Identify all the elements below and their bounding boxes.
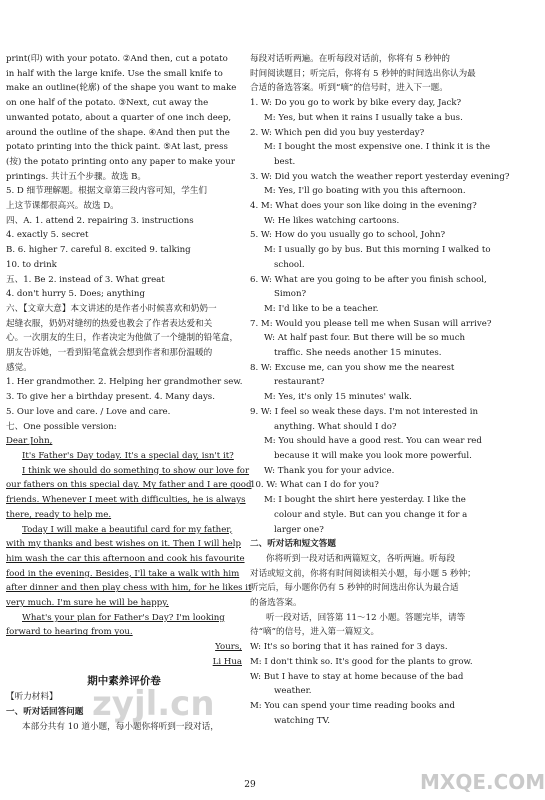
right-line: 每段对话听两遍。在听每段对话前，你将有 5 秒钟的 [250, 54, 450, 64]
left-line: 朋友告诉她，一看到铅笔盒就会想到作者和那份温暖的 [6, 348, 213, 359]
right-line: anything. What should I do? [274, 421, 397, 432]
right-line: M: You should have a good rest. You can wear red [264, 436, 482, 447]
left-line: very much. I'm sure he will be happy. [6, 598, 169, 609]
left-line: It's Father's Day today. It's a special day, isn't it? [22, 450, 234, 461]
right-line: M: I'd like to be a teacher. [264, 303, 379, 314]
right-line: M: I don't think so. It's good for the plants to grow. [250, 656, 473, 667]
left-line: (按) the potato printing onto any paper to make your [6, 156, 236, 167]
left-line: 【听力材料】 [6, 692, 58, 703]
left-line: 七、One possible version: [6, 421, 117, 432]
right-line: 合适的备选答案。听到“嘀”的信号时，进入下一题。 [250, 83, 448, 94]
left-line: 4. don't hurry 5. Does; anything [6, 289, 145, 300]
page-number: 29 [244, 780, 256, 790]
right-line: M: I bought the shirt here yesterday. I like the [264, 495, 466, 506]
right-line: 4. M: What does your son like doing in the evening? [250, 201, 477, 212]
right-line: 1. W: Do you go to work by bike every day, Jack? [250, 98, 462, 109]
left-line: with my thanks and best wishes on it. Then I will help [6, 539, 241, 550]
site-watermark: zyjl.cn [92, 684, 215, 724]
left-line: 10. to drink [6, 259, 57, 270]
left-line: food in the evening. Besides, I'll take a walk with him [6, 568, 240, 579]
right-line: restaurant? [274, 377, 325, 388]
right-line: school. [274, 259, 305, 270]
right-line: 待“嘀”的信号，进入第一篇短文。 [250, 627, 380, 638]
left-line: 四、A. 1. attend 2. repairing 3. instructions [6, 215, 194, 226]
left-line: 一、听对话回答问题 [6, 706, 84, 717]
right-line: M: Yes, I'll go boating with you this afternoon. [264, 186, 466, 197]
right-line: M: Yes, but when it rains I usually take a bus. [264, 112, 463, 123]
left-line: in half with the large knife. Use the small knife to [6, 68, 223, 79]
right-line: 听一段对话，回答第 11～12 小题。答题完毕，请等 [266, 612, 466, 623]
left-line: our fathers on this special day. My father and I are good [6, 480, 252, 491]
left-line: forward to hearing from you. [6, 627, 133, 638]
right-line: 你将听到一段对话和两篇短文，各听两遍。听每段 [266, 553, 456, 564]
right-line: 二、听对话和短文答题 [250, 539, 336, 550]
left-column [6, 52, 252, 734]
left-line: there, ready to help me. [6, 509, 112, 520]
left-line: 六、【文章大意】本文讲述的是作者小时候喜欢和奶奶一 [6, 303, 217, 314]
left-line: 3. To give her a birthday present. 4. Many days. [6, 392, 215, 403]
right-line: 7. M: Would you please tell me when Susan will arrive? [250, 318, 492, 329]
left-line: around the outline of the shape. ④And then put the [6, 127, 230, 138]
right-line: M: I bought the most expensive one. I think it is the [264, 142, 491, 153]
left-line: 4. exactly 5. secret [6, 230, 89, 241]
left-line: Yours, [215, 642, 242, 653]
right-line: 8. W: Excuse me, can you show me the nearest [250, 362, 455, 373]
right-line: W: But I have to stay at home because of the bad [250, 671, 464, 682]
right-line: W: He likes watching cartoons. [264, 215, 400, 226]
brand-watermark: MXQE.COM [420, 770, 545, 794]
right-line: larger one? [274, 524, 324, 535]
left-line: 心。一次朋友的生日，作者决定为他做了一个缝制的铅笔盒， [6, 333, 239, 344]
right-column [250, 52, 510, 728]
left-line: Li Hua [212, 656, 242, 667]
left-line: on one half of the potato. ③Next, cut away the [6, 98, 209, 109]
left-line: Today I will make a beautiful card for my father, [22, 524, 233, 535]
left-line: after dinner and then play chess with him, for he likes it [6, 583, 252, 594]
right-line: 的备选答案。 [250, 598, 302, 609]
right-line: 5. W: How do you usually go to school, John? [250, 230, 446, 241]
left-line: print(印) with your potato. ②And then, cut a potato [6, 54, 228, 64]
right-line: best. [274, 156, 296, 167]
right-line: 2. W: Which pen did you buy yesterday? [250, 127, 425, 138]
right-line: 3. W: Did you watch the weather report yesterday evening? [250, 171, 510, 182]
left-line: 五、1. Be 2. instead of 3. What great [6, 274, 165, 285]
right-line: W: At half past four. But there will be so much [264, 333, 466, 344]
right-line: M: You can spend your time reading books and [250, 700, 456, 711]
left-line: 1. Her grandmother. 2. Helping her grandmother sew. [6, 377, 243, 388]
right-line: 听完后，每小题你仍有 5 秒钟的时间选出你认为最合适 [250, 583, 459, 594]
left-line: B. 6. higher 7. careful 8. excited 9. talking [6, 245, 191, 256]
left-line: I think we should do something to show our love for [22, 465, 250, 476]
right-line: M: Yes, it's only 15 minutes' walk. [264, 392, 412, 403]
left-line: 感觉。 [6, 362, 32, 373]
right-line: colour and style. But can you change it for a [274, 509, 468, 520]
left-line: 本部分共有 10 道小题，每小题你将听到一段对话， [22, 721, 219, 732]
right-line: watching TV. [274, 715, 330, 726]
left-line: him wash the car this afternoon and cook his favourite [6, 553, 245, 564]
right-line: weather. [274, 686, 312, 697]
right-line: Simon? [274, 289, 307, 300]
right-line: W: Thank you for your advice. [264, 465, 395, 476]
right-line: 9. W: I feel so weak these days. I'm not interested in [250, 406, 479, 417]
right-line: because it will make you look more powerful. [274, 450, 472, 461]
left-line: friends. Whenever I meet with difficulties, he is always [6, 495, 246, 506]
left-line: printings. 共计五个步骤。故选 B。 [6, 171, 146, 182]
left-line: 5. Our love and care. / Love and care. [6, 406, 171, 417]
right-line: W: It's so boring that it has rained for 3 days. [250, 642, 448, 653]
left-line: make an outline(轮廓) of the shape you want to make [6, 83, 237, 94]
right-line: 对话或短文前，你将有时间阅读相关小题，每小题 5 秒钟； [250, 568, 476, 579]
left-line: What's your plan for Father's Day? I'm looking [22, 612, 225, 623]
right-line: M: I usually go by bus. But this morning I walked to [264, 245, 491, 256]
left-line: potato printing into the thick paint. ⑤At last, press [6, 142, 228, 153]
right-line: 时间阅读题目；听完后，你将有 5 秒钟的时间选出你认为最 [250, 68, 476, 79]
right-line: 10. W: What can I do for you? [250, 480, 379, 491]
left-line: 起缝衣服，奶奶对缝纫的热爱也教会了作者表达爱和关 [6, 318, 213, 329]
right-line: traffic. She needs another 15 minutes. [274, 348, 442, 359]
left-line: unwanted potato, about a quarter of one inch deep, [6, 112, 232, 123]
left-line: 期中素养评价卷 [87, 674, 161, 687]
left-line: Dear John, [6, 436, 53, 447]
left-line: 5. D 细节理解题。根据文章第三段内容可知，学生们 [6, 186, 208, 197]
left-line: 上这节课都很高兴。故选 D。 [6, 201, 119, 212]
right-line: 6. W: What are you going to be after you finish school, [250, 274, 487, 285]
